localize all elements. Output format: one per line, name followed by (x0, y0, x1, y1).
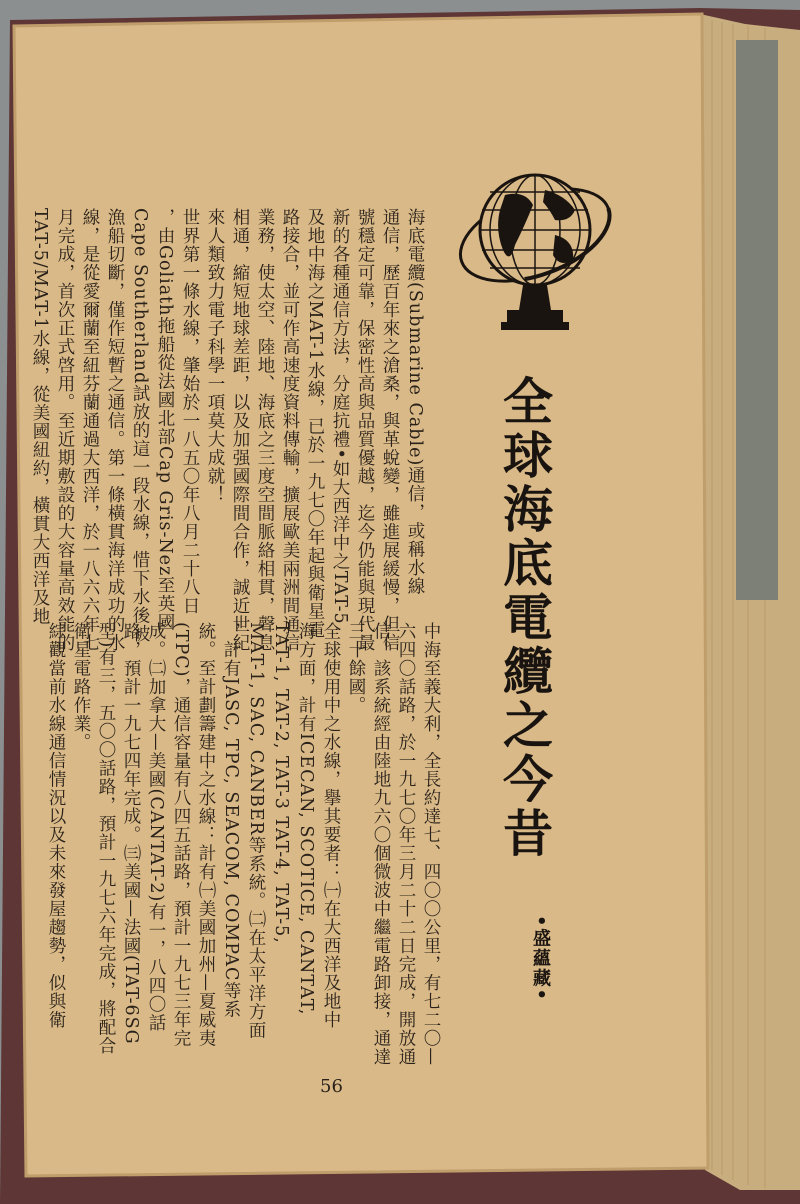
paragraph-line: 通信，歷百年來之滄桑，與革蛻變，雖進展緩慢，但信 (380, 208, 400, 652)
paragraph-line: 漁船切斷，僅作短暫之通信。第一條橫貫海洋成功的水 (105, 208, 125, 652)
paragraph-line: 成。㈡加拿大—美國(CANTAT-2)有一，八四〇話 (146, 622, 166, 1032)
paragraph-line: 路接合，並可作高速度資料傳輸，擴展歐美兩洲間通信 (280, 208, 300, 652)
tab-marker (736, 40, 778, 600)
paragraph-line: ，計有JASC, TPC, SEACOM, COMPAC等系 (221, 622, 241, 1019)
paragraph-line: 六四〇話路，於一九七〇年三月二十二日完成，開放通 (396, 622, 416, 1066)
paragraph-line: 全球使用中之水線，擧其要者：㈠在大西洋及地中 (321, 622, 341, 1029)
paragraph-line: TAT-1, TAT-2, TAT-3 TAT-4, TAT-5, (271, 622, 291, 944)
globe-icon (455, 150, 615, 350)
paragraph-line: 海底電纜(Submarine Cable)通信，或稱水線 (405, 208, 425, 596)
paragraph-line: 號穩定可靠，保密性高與品質優越，迄今仍能與現代最 (355, 208, 375, 652)
paragraph-line: MAT-1, SAC, CANBER等系統。㈡在太平洋方面 (246, 622, 266, 1040)
paragraph-line: ，由Goliath拖船從法國北部Cap Gris-Nez至英國 (155, 208, 175, 632)
paragraph-line: 來人類致力電子科學一項莫大成就！ (205, 208, 225, 504)
paragraph-line: 綜觀當前水線通信情況以及未來發屋趨勢，似與衛 (46, 622, 66, 1029)
page-number: 56 (320, 1076, 343, 1097)
author-name: •盛蘊藏• (530, 915, 551, 1003)
paragraph-line: 信。該系統經由陸地九六〇個微波中繼電路卸接，通達 (371, 622, 391, 1066)
lower-text-block (46, 622, 468, 1066)
paragraph-line: 世界第一條水線，肇始於一八五〇年八月二十八日 (180, 208, 200, 615)
paragraph-line: 新的各種通信方法，分庭抗禮•如大西洋中之TAT-5 (330, 208, 350, 625)
paragraph-line: 路，預計一九七四年完成。㈢美國—法國(TAT-6SG (121, 622, 141, 1045)
paragraph-line: Cape Southerland試放的這一段水線，惜下水後被 (130, 208, 150, 644)
paragraph-line: 海方面，計有ICECAN, SCOTICE, CANTAT, (296, 622, 316, 1016)
paragraph-line: 中海至義大利，全長約達七、四〇〇公里，有七二〇— (421, 622, 441, 1066)
article-title: 全球海底電纜之今昔 (495, 375, 553, 861)
paragraph-line: 業務，使太空、陸地、海底之三度空間脈絡相貫，聲息 (255, 208, 275, 652)
paragraph-line: 統。至計劃籌建中之水線：計有㈠美國加州—夏威夷 (196, 622, 216, 1048)
upper-text-block (20, 208, 452, 652)
paragraph-line: 型)有三，五〇〇話路，預計一九七六年完成，將配合 (96, 622, 116, 1056)
paragraph-line: 衛星電路作業。 (71, 622, 91, 752)
paragraph-line: (TPC)，通信容量有八四五話路，預計一九七三年完 (171, 622, 191, 1048)
paragraph-line: TAT-5/MAT-1水線，從美國紐約，橫貫大西洋及地 (30, 208, 50, 626)
paragraph-line: 線，是從愛爾蘭至紐芬蘭通過大西洋，於一八六六年七 (80, 208, 100, 652)
paragraph-line: 月完成，首次正式啓用。至近期敷設的大容量高效能的 (55, 208, 75, 652)
paragraph-line: 相通，縮短地球差距，以及加强國際間合作，誠近世紀 (230, 208, 250, 652)
paragraph-line: 及地中海之MAT-1水線，已於一九七〇年起與衛星電 (305, 208, 325, 640)
paragraph-line: 三十餘國。 (346, 622, 366, 715)
